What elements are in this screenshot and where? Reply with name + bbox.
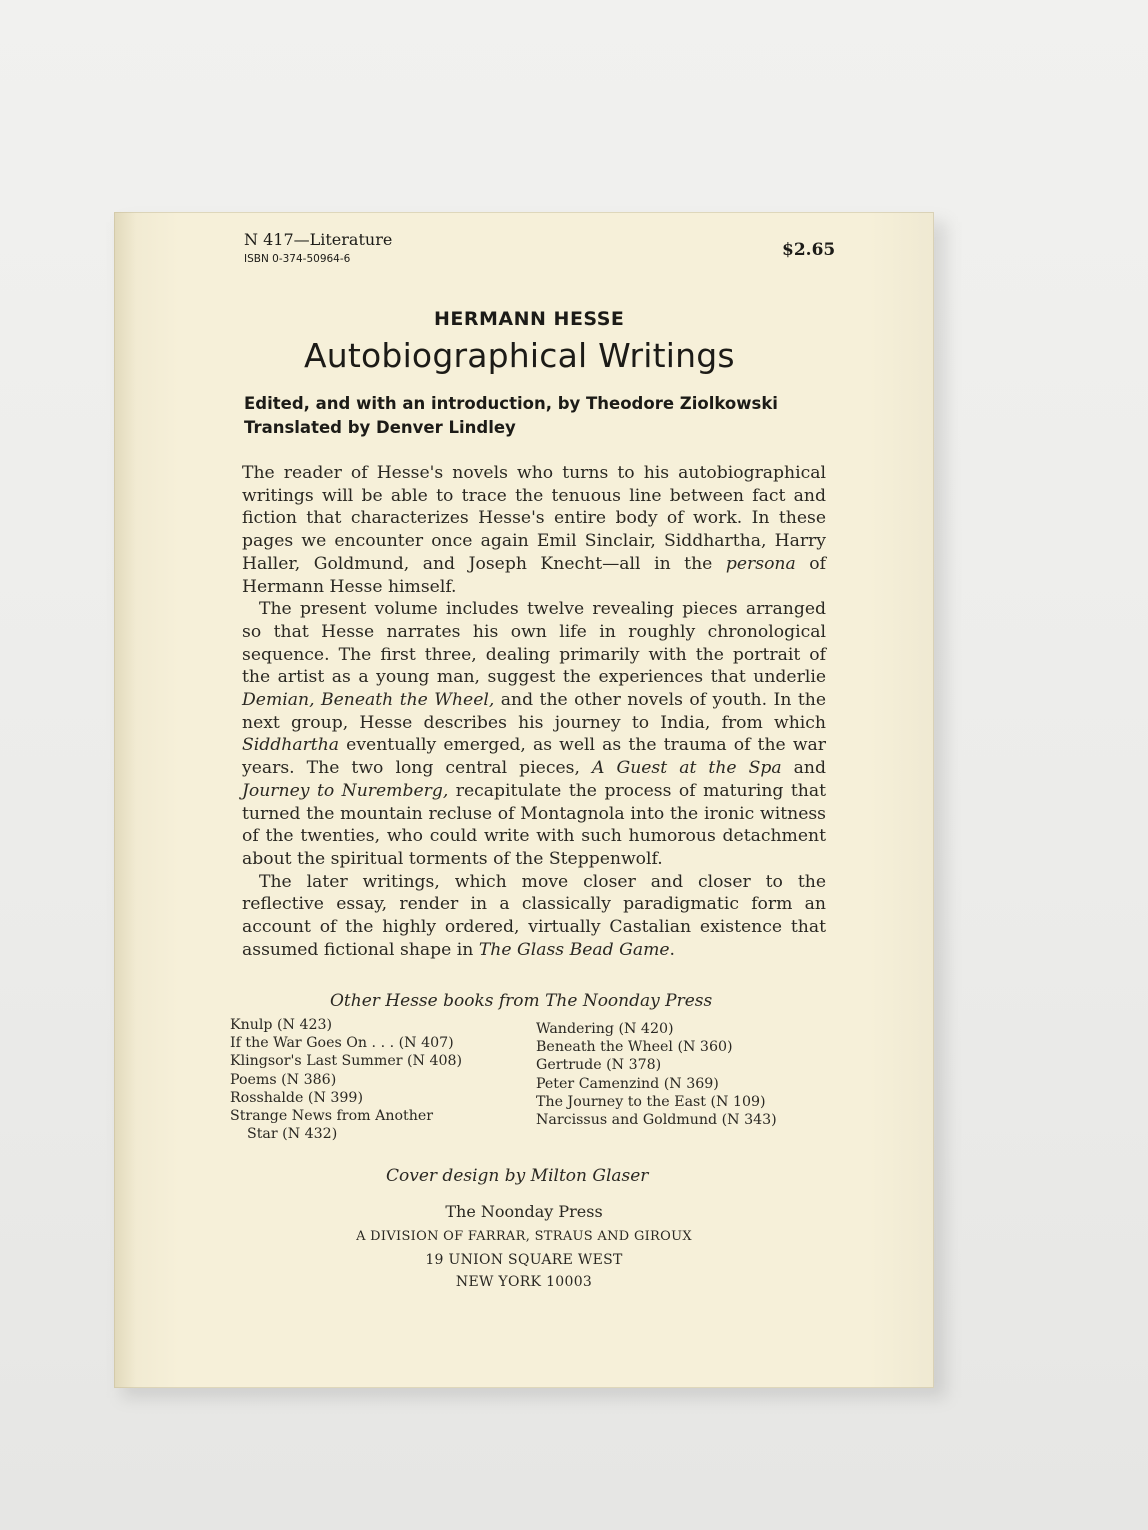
description — [242, 462, 826, 961]
list-item: If the War Goes On . . . (N 407) — [230, 1035, 454, 1052]
publisher-division: A DIVISION OF FARRAR, STRAUS AND GIROUX — [356, 1229, 692, 1244]
italic-span: persona — [725, 553, 796, 574]
italic-span: Demian, Beneath the Wheel, — [242, 690, 495, 711]
other-books-list-right — [536, 1020, 826, 1129]
isbn: ISBN 0-374-50964-6 — [244, 253, 351, 265]
author-name: HERMANN HESSE — [434, 308, 625, 330]
other-books-list-left — [230, 1016, 520, 1143]
cover-design-credit: Cover design by Milton Glaser — [386, 1166, 649, 1186]
price: $2.65 — [782, 240, 836, 260]
text-span: eventually emerged, as well as the trauma of the war years. The two long central pieces, — [242, 735, 826, 779]
list-item: Klingsor's Last Summer (N 408) — [230, 1053, 463, 1070]
publisher-street: 19 UNION SQUARE WEST — [425, 1252, 623, 1268]
list-item: Beneath the Wheel (N 360) — [536, 1039, 733, 1056]
text-span: recapitulate the process of maturing that turned the mountain recluse of Montagnola into the ironic witness of the twenties, who could write with such humorous detachment about the spiritual torments of the Steppenwolf. — [242, 780, 827, 869]
italic-span: Journey to Nuremberg, — [242, 780, 449, 801]
list-item: Narcissus and Goldmund (N 343) — [536, 1112, 777, 1129]
italic-span: Siddhartha — [242, 735, 340, 756]
text-span: of Hermann Hesse himself. — [242, 553, 826, 597]
list-item: Wandering (N 420) — [536, 1021, 674, 1037]
publisher-name: The Noonday Press — [445, 1202, 603, 1221]
list-item: The Journey to the East (N 109) — [536, 1093, 766, 1110]
italic-span: The Glass Bead Game — [478, 939, 670, 960]
text-span: The reader of Hesse's novels who turns to his autobiographical writings will be able to trace the tenuous line between fact and fiction that characterizes Hesse's entire body of work. In these pages we encounter once again Emil Sinclair, Siddhartha, Harry Haller, Goldmund, and Joseph Knecht—all in the — [242, 463, 826, 574]
list-item: Gertrude (N 378) — [536, 1057, 662, 1074]
list-item: Strange News from Another — [230, 1108, 434, 1125]
translator-line: Translated by Denver Lindley — [244, 418, 516, 437]
description-paragraph-3 — [242, 871, 826, 962]
editor-line: Edited, and with an introduction, by Theodore Ziolkowski — [244, 394, 778, 413]
list-item: Knulp (N 423) — [230, 1017, 333, 1033]
list-item: Star (N 432) — [247, 1126, 338, 1143]
list-item: Peter Camenzind (N 369) — [536, 1075, 719, 1092]
text-span: The later writings, which move closer and closer to the reflective essay, render in a classically paradigmatic form an account of the highly ordered, virtually Castalian existence that assumed fictional shape in — [242, 871, 826, 960]
series-number: N 417—Literature — [244, 230, 393, 249]
book-title: Autobiographical Writings — [304, 336, 735, 375]
text-span: and — [781, 758, 826, 779]
publisher-city: NEW YORK 10003 — [455, 1274, 593, 1290]
text-span: . — [669, 939, 676, 960]
book-back-cover — [114, 212, 934, 1388]
italic-span: A Guest at the Spa — [592, 758, 782, 779]
description-paragraph-2 — [242, 598, 826, 870]
text-span: The present volume includes twelve revealing pieces arranged so that Hesse narrates his own life in roughly chronological sequence. The first three, dealing primarily with the portrait of the artist as a young man, suggest the experiences that underlie — [242, 599, 826, 688]
list-item: Rosshalde (N 399) — [230, 1089, 363, 1106]
text-span: and the other novels of youth. In the next group, Hesse describes his journey to India, from which — [242, 690, 826, 733]
description-paragraph-1 — [242, 462, 826, 598]
other-books-heading: Other Hesse books from The Noonday Press — [330, 991, 713, 1011]
list-item: Poems (N 386) — [230, 1071, 337, 1088]
